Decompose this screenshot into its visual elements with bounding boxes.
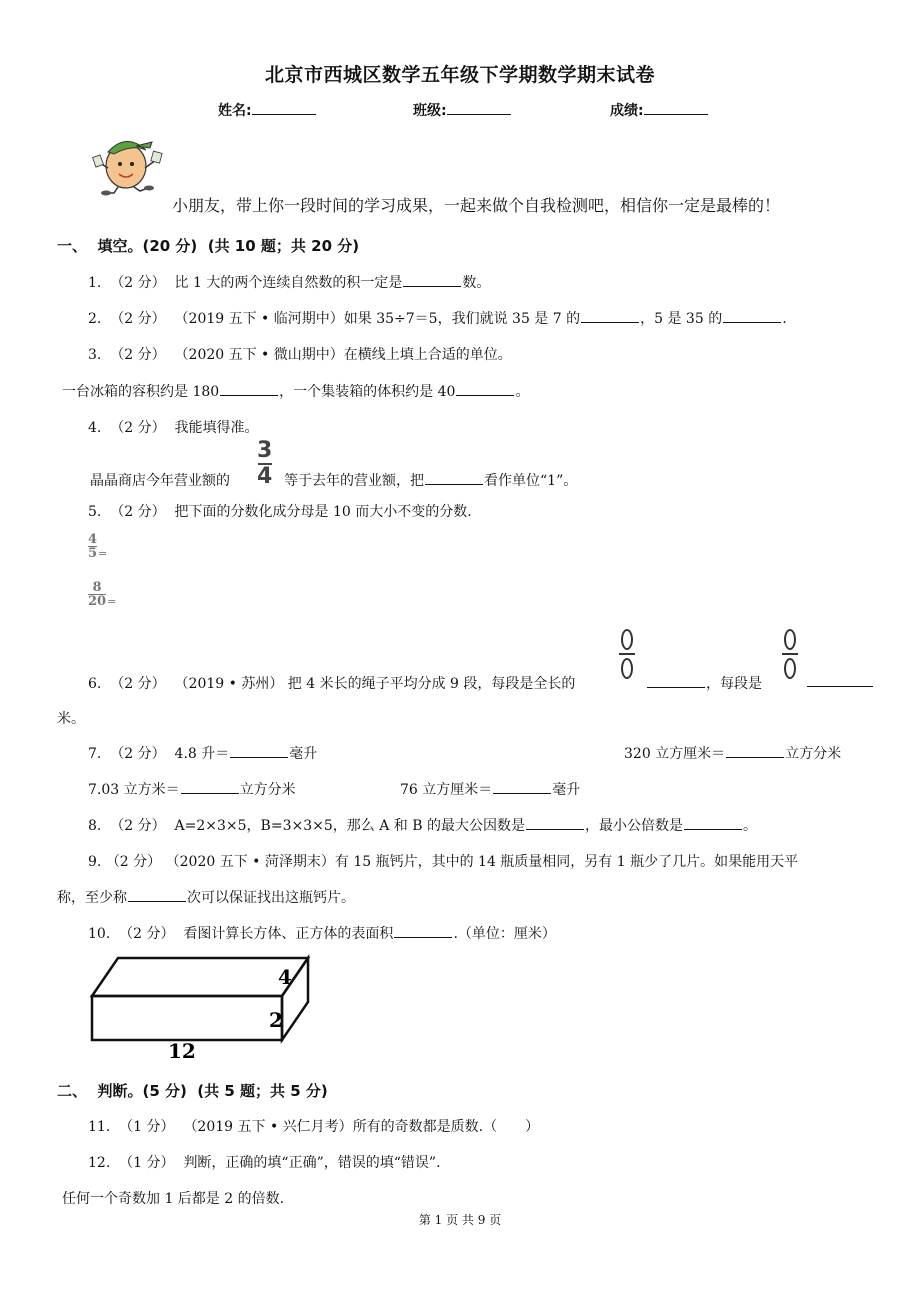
question-6-mid: ，每段是 [646, 673, 762, 693]
answer-blank[interactable] [647, 674, 705, 688]
question-5-item-2: $\frac{8}{20}$ = [88, 580, 117, 609]
question-4-line-b: 等于去年的营业额，把 看作单位“1”。 [284, 473, 578, 489]
score-field[interactable] [610, 100, 708, 120]
question-4-line-a: 晶晶商店今年营业额的 [90, 473, 230, 489]
score-label: 成绩: [610, 103, 644, 119]
mascot-illustration [92, 130, 168, 196]
question-6-blank-2[interactable] [806, 673, 874, 691]
dim-length-label: 12 [168, 1039, 196, 1062]
question-7-b: 320 立方厘米＝ 立方分米 [624, 746, 842, 762]
answer-blank[interactable] [726, 744, 784, 758]
score-blank[interactable] [644, 100, 708, 115]
cuboid-diagram [86, 952, 316, 1062]
intro-text: 小朋友，带上你一段时间的学习成果，一起来做个自我检测吧，相信你一定是最棒的！ [172, 196, 781, 215]
cuboid-top-face [92, 958, 308, 996]
question-5-item-1: $\frac{4}{5}$ = [88, 532, 108, 561]
answer-blank[interactable] [723, 309, 781, 323]
question-8: 8. （2 分） A=2×3×5，B=3×3×5，那么 A 和 B 的最大公因数是 ，最小公倍数是 。 [88, 818, 757, 834]
answer-blank[interactable] [128, 888, 186, 902]
class-label: 班级: [413, 103, 447, 119]
class-blank[interactable] [447, 100, 511, 115]
question-4: 4. （2 分） 我能填得准。 [88, 420, 259, 436]
name-label: 姓名: [218, 103, 252, 119]
page-title: 北京市西城区数学五年级下学期数学期末试卷 [264, 64, 655, 86]
answer-blank[interactable] [220, 382, 278, 396]
answer-blank[interactable] [425, 471, 483, 485]
cuboid-front-face [92, 996, 282, 1040]
answer-blank[interactable] [807, 673, 873, 687]
question-12-line: 任何一个奇数加 1 后都是 2 的倍数. [62, 1191, 285, 1207]
class-field[interactable] [413, 100, 511, 120]
fraction-8-20: $\frac{8}{20}$ [88, 580, 107, 609]
fraction-4-5: $\frac{4}{5}$ [88, 532, 98, 561]
question-7-a: 7. （2 分） 4.8 升＝ 毫升 [88, 746, 318, 762]
answer-blank[interactable] [456, 382, 514, 396]
question-7-c: 7.03 立方米＝ 立方分米 [88, 782, 296, 798]
section-heading-judge: 二、 判断。(5 分) (共 5 题；共 5 分) [57, 1082, 328, 1100]
fraction-three-quarters: 3 4 [257, 438, 273, 489]
name-blank[interactable] [252, 100, 316, 115]
question-3-line: 一台冰箱的容积约是 180 ，一个集装箱的体积约是 40 。 [62, 384, 530, 400]
answer-blank[interactable] [684, 816, 742, 830]
answer-blank[interactable] [493, 780, 551, 794]
dim-width-label: 4 [278, 965, 292, 989]
question-3: 3. （2 分） （2020 五下 • 微山期中）在横线上填上合适的单位。 [88, 347, 512, 363]
question-1: 1. （2 分） 比 1 大的两个连续自然数的积一定是 数。 [88, 275, 491, 291]
section-heading-fill: 一、 填空。(20 分) (共 10 题；共 20 分) [57, 237, 360, 255]
answer-blank[interactable] [394, 924, 452, 938]
name-field[interactable] [218, 100, 316, 120]
placeholder-fraction-icon [782, 629, 798, 679]
answer-blank[interactable] [581, 309, 639, 323]
question-10: 10. （2 分） 看图计算长方体、正方体的表面积 .（单位：厘米） [88, 926, 556, 942]
question-12: 12. （1 分） 判断，正确的填“正确”，错误的填“错误”. [88, 1155, 441, 1171]
question-2: 2. （2 分） （2019 五下 • 临河期中）如果 35÷7＝5，我们就说 35 是 7 的 ，5 是 35 的 . [88, 311, 787, 327]
answer-blank[interactable] [403, 273, 461, 287]
question-9: 9. （2 分） （2020 五下 • 菏泽期末）有 15 瓶钙片，其中的 14 瓶质量相同，另有 1 瓶少了几片。如果能用天平 [88, 854, 799, 870]
question-5: 5. （2 分） 把下面的分数化成分母是 10 而大小不变的分数. [88, 504, 472, 520]
question-7-d: 76 立方厘米＝ 毫升 [400, 782, 581, 798]
answer-blank[interactable] [526, 816, 584, 830]
question-6-end: 米。 [57, 711, 85, 727]
placeholder-fraction-icon [619, 629, 635, 679]
question-6: 6. （2 分） （2019 • 苏州） 把 4 米长的绳子平均分成 9 段，每段是全长的 [88, 676, 576, 692]
answer-blank[interactable] [181, 780, 239, 794]
answer-blank[interactable] [230, 744, 288, 758]
question-11: 11. （1 分） （2019 五下 • 兴仁月考）所有的奇数都是质数.（ ） [88, 1119, 540, 1135]
question-9-line: 称，至少称 次可以保证找出这瓶钙片。 [57, 890, 355, 906]
dim-height-label: 2 [269, 1008, 283, 1032]
page-number: 第 1 页 共 9 页 [418, 1213, 502, 1227]
